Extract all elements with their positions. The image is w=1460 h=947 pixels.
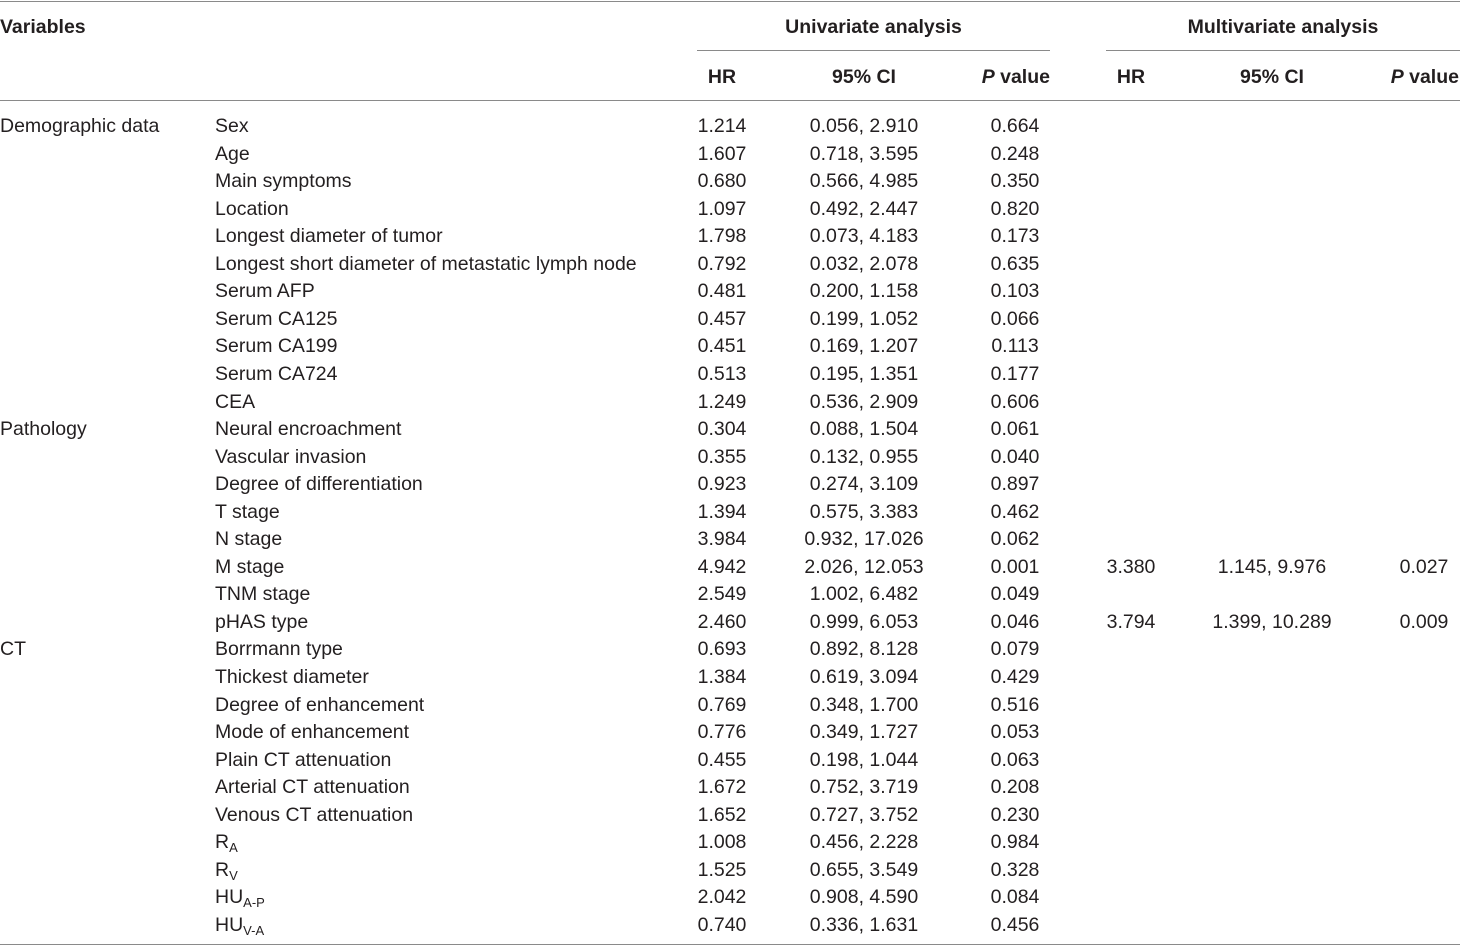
uni-hr: 1.672 — [697, 776, 747, 799]
uni-hr: 1.394 — [697, 500, 747, 523]
uni-p: 0.456 — [990, 913, 1040, 936]
variable-name — [215, 775, 410, 799]
uni-hr: 0.680 — [697, 170, 747, 193]
variable-name — [215, 142, 250, 166]
uni-hr: 0.792 — [697, 252, 747, 275]
variable-name-text: T stage — [215, 500, 280, 523]
variable-name-text: CEA — [215, 390, 256, 413]
variable-name-text: HU — [215, 913, 244, 936]
variable-name-text: Vascular invasion — [215, 445, 367, 468]
uni-p: 0.103 — [990, 280, 1040, 303]
uni-hr: 1.652 — [697, 803, 747, 826]
variable-name-text: M stage — [215, 555, 285, 578]
uni-ci: 0.575, 3.383 — [809, 500, 919, 523]
variable-name — [215, 693, 424, 717]
uni-p: 0.328 — [990, 858, 1040, 881]
variable-name-text: pHAS type — [215, 610, 309, 633]
variable-name-text: Location — [215, 197, 289, 220]
uni-hr: 1.798 — [697, 225, 747, 248]
uni-ci: 0.932, 17.026 — [804, 528, 924, 551]
uni-hr: 2.549 — [697, 583, 747, 606]
p-rest: value — [994, 66, 1050, 88]
multi-hr: 3.794 — [1106, 610, 1156, 633]
p-rest: value — [1403, 66, 1459, 88]
variable-name — [215, 748, 391, 772]
variable-name-text: HU — [215, 886, 244, 909]
uni-ci: 0.892, 8.128 — [809, 638, 919, 661]
multivariate-underline — [1106, 50, 1460, 51]
variable-name — [215, 114, 249, 138]
multi-hr: 3.380 — [1106, 555, 1156, 578]
uni-hr: 1.214 — [697, 115, 747, 137]
uni-p: 0.230 — [990, 803, 1040, 826]
header-uni-p — [940, 65, 1050, 89]
uni-p: 0.046 — [990, 610, 1040, 633]
variable-name — [215, 582, 310, 606]
uni-ci: 0.169, 1.207 — [809, 335, 919, 358]
multi-ci: 1.399, 10.289 — [1212, 610, 1332, 633]
multi-ci: 1.145, 9.976 — [1217, 555, 1327, 578]
variable-name — [215, 858, 238, 882]
variable-name — [215, 252, 637, 276]
uni-ci: 0.198, 1.044 — [809, 748, 919, 771]
variable-name-text: Serum AFP — [215, 280, 315, 303]
variable-name — [215, 637, 343, 661]
uni-hr: 1.008 — [697, 831, 747, 854]
uni-p: 0.113 — [991, 335, 1039, 358]
uni-hr: 1.384 — [697, 666, 747, 688]
uni-ci: 0.195, 1.351 — [809, 362, 919, 385]
uni-ci: 0.274, 3.109 — [809, 473, 919, 496]
univariate-underline — [697, 50, 1050, 51]
uni-p: 0.177 — [990, 362, 1040, 385]
variable-name-text: Venous CT attenuation — [215, 803, 414, 826]
variable-name — [215, 307, 337, 331]
uni-p: 0.984 — [990, 831, 1040, 854]
variable-name-text: Main symptoms — [215, 170, 352, 193]
header-multi-hr: HR — [1116, 66, 1146, 88]
variable-name — [215, 830, 238, 854]
header-uni-ci: 95% CI — [832, 66, 896, 88]
uni-p: 0.001 — [990, 555, 1040, 578]
header-variables: Variables — [0, 16, 86, 38]
variable-name-text: Mode of enhancement — [215, 721, 410, 744]
uni-ci: 0.752, 3.719 — [809, 776, 919, 799]
variable-name — [215, 197, 289, 221]
group-label: Pathology — [0, 418, 87, 441]
variable-name — [215, 334, 337, 358]
uni-hr: 0.513 — [697, 362, 747, 385]
variable-name — [215, 279, 315, 303]
variable-name-text: Serum CA199 — [215, 335, 338, 358]
uni-p: 0.061 — [990, 418, 1040, 441]
variable-subscript: A — [229, 840, 238, 856]
variable-name — [215, 665, 369, 689]
uni-hr: 0.457 — [697, 307, 747, 330]
uni-p: 0.066 — [990, 307, 1040, 330]
uni-p: 0.248 — [990, 142, 1040, 165]
uni-hr: 0.776 — [697, 721, 747, 744]
variable-name — [215, 417, 401, 441]
header-multi-p — [1350, 65, 1459, 89]
uni-hr: 0.304 — [697, 418, 747, 441]
variable-name-text: Age — [215, 142, 250, 165]
uni-p: 0.606 — [990, 390, 1040, 413]
variable-name — [215, 362, 337, 386]
variable-name — [215, 913, 264, 937]
uni-hr: 3.984 — [697, 528, 747, 551]
variable-name-text: Longest diameter of tumor — [215, 225, 443, 248]
uni-ci: 1.002, 6.482 — [809, 583, 919, 606]
variable-name — [215, 445, 366, 469]
variable-name — [215, 527, 282, 551]
header-univariate: Univariate analysis — [785, 16, 962, 38]
group-label: Demographic data — [0, 115, 160, 137]
variable-name-text: R — [215, 831, 230, 854]
variable-name — [215, 610, 308, 634]
uni-ci: 0.492, 2.447 — [809, 197, 919, 220]
uni-p: 0.350 — [990, 170, 1040, 193]
header-multivariate: Multivariate analysis — [1187, 16, 1379, 38]
header-rule — [0, 100, 1460, 101]
uni-ci: 0.566, 4.985 — [809, 170, 919, 193]
variable-name-text: TNM stage — [215, 583, 311, 606]
uni-p: 0.053 — [990, 721, 1040, 744]
uni-hr: 0.451 — [697, 335, 747, 358]
variable-name-text: Degree of enhancement — [215, 693, 425, 716]
uni-ci: 0.908, 4.590 — [809, 886, 919, 909]
uni-hr: 0.740 — [697, 913, 747, 936]
variable-name — [215, 224, 443, 248]
variable-subscript: V — [229, 867, 238, 883]
header-multi-ci: 95% CI — [1240, 66, 1304, 88]
multi-p: 0.027 — [1399, 555, 1449, 578]
variable-subscript: V-A — [243, 922, 265, 938]
uni-hr: 1.097 — [697, 197, 747, 220]
uni-ci: 0.619, 3.094 — [809, 666, 919, 688]
uni-p: 0.820 — [990, 197, 1040, 220]
variable-name-text: Degree of differentiation — [215, 473, 423, 496]
variable-name — [215, 390, 255, 414]
uni-ci: 2.026, 12.053 — [804, 555, 924, 578]
variable-name-text: Serum CA125 — [215, 307, 338, 330]
variable-name-text: N stage — [215, 528, 283, 551]
variable-name — [215, 472, 423, 496]
uni-hr: 0.923 — [697, 473, 747, 496]
uni-ci: 0.056, 2.910 — [809, 115, 919, 137]
uni-hr: 1.249 — [697, 390, 747, 413]
uni-p: 0.516 — [990, 693, 1040, 716]
p-italic: P — [981, 66, 995, 88]
uni-p: 0.062 — [990, 528, 1040, 551]
uni-hr: 4.942 — [697, 555, 747, 578]
uni-ci: 0.718, 3.595 — [809, 142, 919, 165]
uni-ci: 0.727, 3.752 — [809, 803, 919, 826]
uni-ci: 0.655, 3.549 — [809, 858, 919, 881]
uni-p: 0.635 — [990, 252, 1040, 275]
uni-p: 0.897 — [990, 473, 1040, 496]
uni-ci: 0.200, 1.158 — [809, 280, 919, 303]
uni-ci: 0.073, 4.183 — [809, 225, 919, 248]
uni-p: 0.173 — [990, 225, 1040, 248]
uni-ci: 0.536, 2.909 — [809, 390, 919, 413]
uni-p: 0.429 — [990, 666, 1040, 688]
variable-name — [215, 885, 265, 909]
header-uni-hr: HR — [707, 66, 737, 88]
variable-name-text: Sex — [215, 115, 249, 137]
uni-p: 0.084 — [990, 886, 1040, 909]
uni-p: 0.040 — [990, 445, 1040, 468]
uni-ci: 0.456, 2.228 — [809, 831, 919, 854]
uni-ci: 0.349, 1.727 — [809, 721, 919, 744]
variable-name-text: Borrmann type — [215, 638, 343, 661]
uni-p: 0.049 — [990, 583, 1040, 606]
top-rule — [0, 1, 1460, 2]
variable-name — [215, 720, 409, 744]
uni-p: 0.664 — [990, 115, 1040, 137]
variable-name — [215, 500, 280, 524]
uni-ci: 0.336, 1.631 — [809, 913, 919, 936]
uni-p: 0.079 — [990, 638, 1040, 661]
uni-hr: 0.455 — [697, 748, 747, 771]
variable-name-text: Serum CA724 — [215, 362, 338, 385]
uni-p: 0.063 — [990, 748, 1040, 771]
variable-name — [215, 169, 352, 193]
uni-ci: 0.999, 6.053 — [809, 610, 919, 633]
uni-hr: 0.769 — [697, 693, 747, 716]
variable-name — [215, 803, 413, 827]
uni-ci: 0.199, 1.052 — [809, 307, 919, 330]
uni-hr: 1.607 — [697, 142, 747, 165]
uni-hr: 0.693 — [697, 638, 747, 661]
variable-name-text: Longest short diameter of metastatic lymph node — [215, 252, 637, 275]
variable-name-text: Plain CT attenuation — [215, 748, 392, 771]
p-italic: P — [1390, 66, 1404, 88]
variable-subscript: A-P — [243, 895, 265, 911]
multi-p: 0.009 — [1399, 610, 1449, 633]
uni-hr: 2.042 — [697, 886, 747, 909]
uni-ci: 0.348, 1.700 — [809, 693, 919, 716]
variable-name-text: R — [215, 858, 230, 881]
uni-hr: 2.460 — [697, 610, 747, 633]
uni-ci: 0.088, 1.504 — [809, 418, 919, 441]
uni-hr: 0.481 — [697, 280, 747, 303]
uni-hr: 0.355 — [697, 445, 747, 468]
uni-p: 0.462 — [990, 500, 1040, 523]
group-label: CT — [0, 638, 26, 661]
variable-name — [215, 555, 284, 579]
bottom-rule — [0, 944, 1460, 945]
uni-p: 0.208 — [990, 776, 1040, 799]
uni-ci: 0.032, 2.078 — [809, 252, 919, 275]
uni-hr: 1.525 — [697, 858, 747, 881]
variable-name-text: Thickest diameter — [215, 666, 369, 688]
uni-ci: 0.132, 0.955 — [809, 445, 919, 468]
variable-name-text: Arterial CT attenuation — [215, 776, 410, 799]
variable-name-text: Neural encroachment — [215, 418, 402, 441]
